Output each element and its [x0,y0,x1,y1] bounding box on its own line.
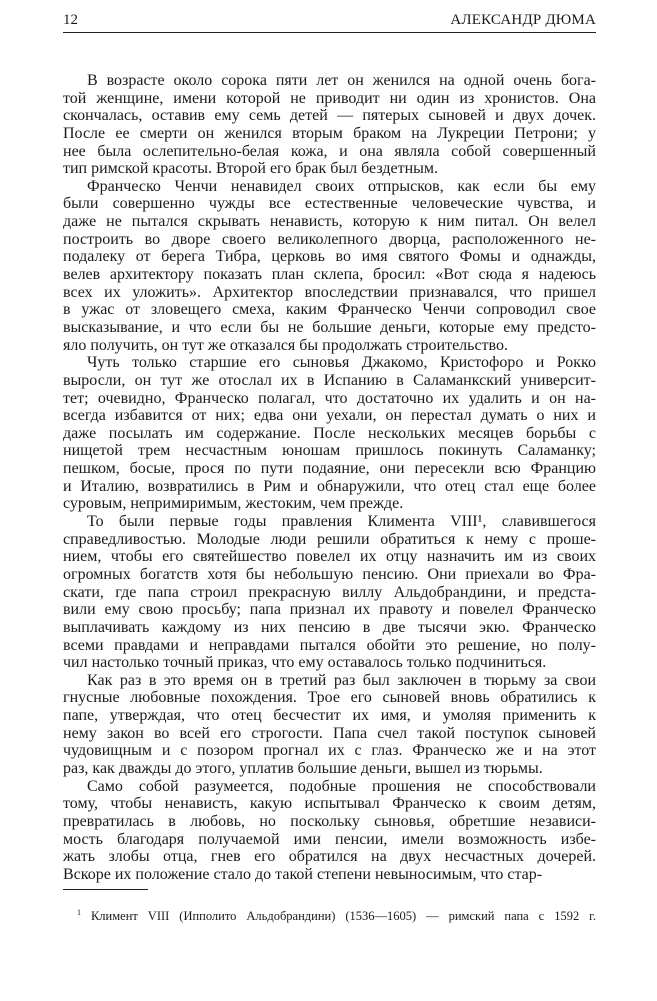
text-line: огромных богатств хотя бы небольшую пенсию. Они приехали во Фра- [63,565,596,583]
text-line: нее была ослепительно-белая кожа, и она являла собой совершенный [63,142,596,160]
text-line: папе, утверждая, что отец бесчестит их имя, и умоляя применить к [63,707,596,725]
paragraph [63,72,596,178]
text-line: Само собой разумеется, подобные прошения не способствовали [87,777,596,795]
text-line: велев архитектору показать план склепа, бросил: «Вот сюда я надеюсь [63,266,596,284]
text-line: всеми правдами и неправдами пытался обойти это решение, но полу- [63,636,596,654]
text-line: пешком, босые, прося по пути подаяние, они пересекли всю Францию [63,460,596,478]
text-line: тому, чтобы ненависть, какую испытывал Франческо к своим детям, [63,795,596,813]
text-line: тет; очевидно, Франческо полагал, что достаточно их удалить и он на- [63,389,596,407]
text-line: вили ему свою просьбу; папа признал их правоту и повелел Франческо [63,601,596,619]
text-line: были совершенно чужды все естественные человеческие чувства, и [63,195,596,213]
text-line: В возрасте около сорока пяти лет он женился на одной очень бога- [87,72,596,89]
text-line: нему закон во всей его строгости. Папа счел такой поступок сыновей [63,724,596,742]
text-line: в ужас от зловещего смеха, каким Франческо Ченчи сопроводил свое [63,301,596,319]
text-line: нищетой трем несчастным юношам пришлось покинуть Саламанку; [63,442,596,460]
footnote-divider [63,889,148,890]
footnote-marker: 1 [77,908,81,917]
text-line: После ее смерти он женился вторым браком на Лукреции Петрони; у [63,124,596,142]
text-line: мость благодаря получаемой ими пенсии, имели возможность избе- [63,830,596,848]
text-line: справедливостью. Молодые люди решили обратиться к нему с проше- [63,530,596,548]
paragraph [63,354,596,513]
body-text [63,72,596,883]
text-line: даже не пытался скрывать ненависть, которую к ним питал. Он велел [63,213,596,231]
text-line: суровым, непримиримым, жестоким, чем прежде. [63,495,404,513]
text-line: выплачивать каждому из них пенсию в две тысячи экю. Франческо [63,618,596,636]
text-line: нием, чтобы его святейшество повелел их отцу назначить им из своих [63,548,596,566]
text-line: даже посылать им содержание. После нескольких месяцев борьбы с [63,424,596,442]
text-line: превратилась в любовь, но поскольку сыновья, обретшие независи- [63,812,596,830]
text-line: той женщине, имени которой не приводит ни один из хронистов. Она [63,89,596,107]
text-line: Франческо Ченчи ненавидел своих отпрысков, как если бы ему [87,177,596,195]
running-title: АЛЕКСАНДР ДЮМА [450,12,596,28]
paragraph [63,778,596,884]
text-line: Вскоре их положение стало до такой степени невыносимым, что стар- [63,865,543,883]
running-header [63,10,596,33]
text-line: и Италию, возвратились в Рим и обнаружили, что отец стал еще более [63,477,596,495]
text-line: То были первые годы правления Климента VIII¹, славившегося [87,513,596,531]
page-number: 12 [63,12,78,28]
text-line: скончалась, оставив ему семь детей — пятерых сыновей и двух дочек. [63,107,596,125]
text-line: чил настолько точный приказ, что ему оставалось только подчиниться. [63,654,547,672]
paragraph [63,513,596,672]
text-line: гнусные любовные похождения. Трое его сыновей вновь обратились к [63,689,596,707]
text-line: высказывание, и что если бы не большие деньги, которые ему предсто- [63,318,596,336]
text-line: Чуть только старшие его сыновья Джакомо, Кристофоро и Рокко [87,354,596,372]
text-line: раз, как дважды до этого, уплатив большие деньги, вышел из тюрьмы. [63,759,543,777]
paragraph [63,178,596,354]
text-line: построить во дворе своего великолепного дворца, расположенного не- [63,230,596,248]
footnote [63,908,596,924]
text-line: подалеку от берега Тибра, церковь во имя святого Фомы и однажды, [63,248,596,266]
footnote-text: Климент VIII (Ипполито Альдобрандини) (1536—1605) — римский папа с 1592 г. [90,909,596,924]
text-line: скати, где папа строил прекрасную виллу Альдобрандини, и предста- [63,583,596,601]
text-line: Как раз в это время он в третий раз был заключен в тюрьму за свои [87,671,596,689]
text-line: всегда избавится от них; едва они уехали, он перестал думать о них и [63,407,596,425]
text-line: выросли, он тут же отослал их в Испанию в Саламанкский университ- [63,371,596,389]
text-line: жать злобы отца, гнев его обратился на двух несчастных дочерей. [63,848,596,866]
paragraph [63,672,596,778]
text-line: чудовищным и с позором прогнал их с глаз. Франческо же и на этот [63,742,596,760]
text-line: яло получить, он тут же отказался бы продолжать строительство. [63,336,508,354]
text-line: всех их уложить». Архитектор впоследствии признавался, что пришел [63,283,596,301]
text-line: тип римской красоты. Второй его брак был бездетным. [63,160,439,178]
